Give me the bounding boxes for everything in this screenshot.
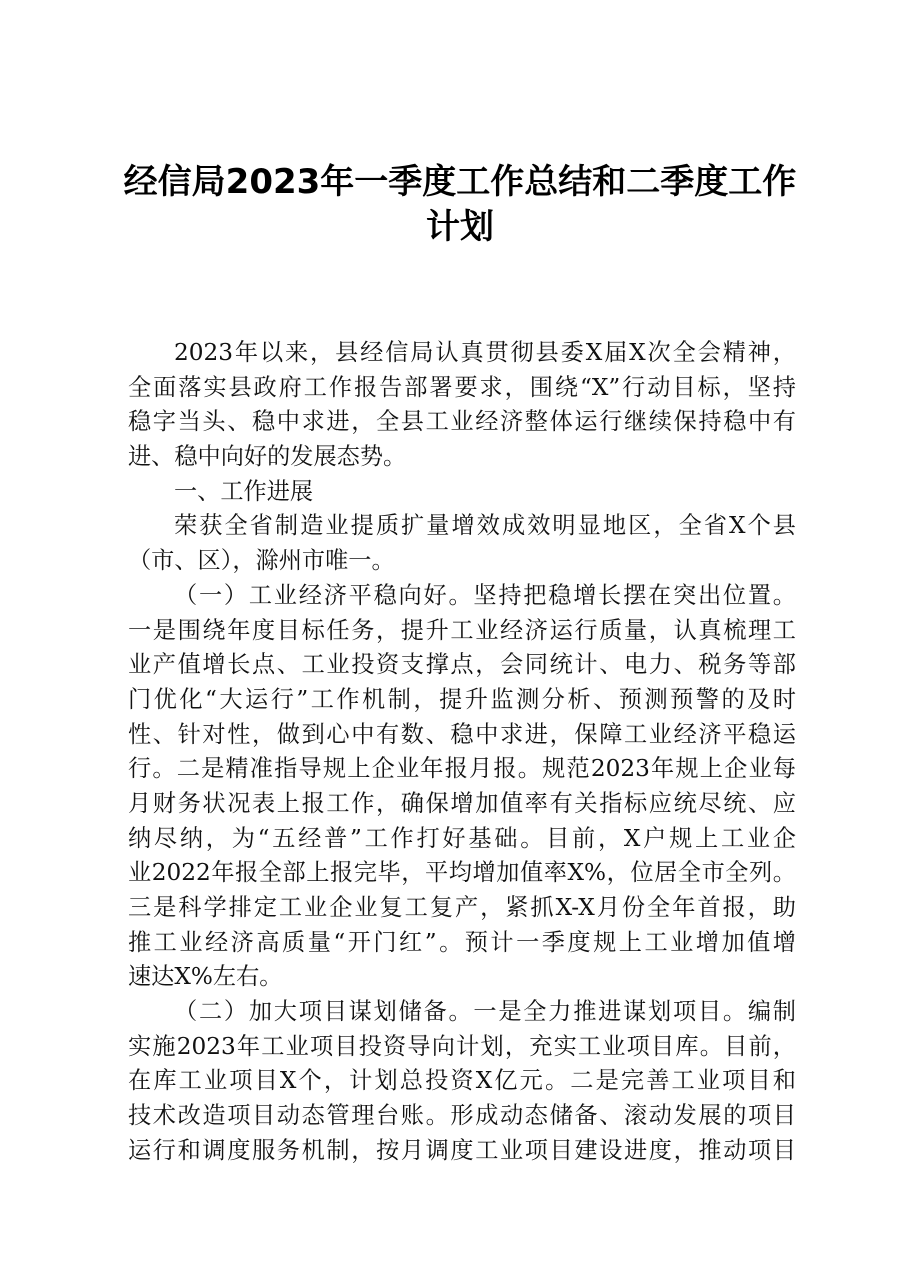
- document-body: [128, 336, 796, 1169]
- body-text-line: 业产值增长点、工业投资支撑点，会同统计、电力、税务等部: [128, 651, 796, 679]
- body-text-line: 2023年以来，县经信局认真贯彻县委X届X次全会精神，: [174, 339, 796, 366]
- body-text-line: 全面落实县政府工作报告部署要求，围绕“X”行动目标，坚持: [128, 373, 796, 401]
- document-title-line-1: 经信局2023年一季度工作总结和二季度工作: [123, 162, 797, 202]
- body-text-line: 进、稳中向好的发展态势。: [128, 443, 407, 471]
- body-text-line: 推工业经济高质量“开门红”。预计一季度规上工业增加值增: [128, 928, 796, 956]
- body-text-line: 门优化“大运行”工作机制，提升监测分析、预测预警的及时: [128, 685, 796, 713]
- body-text-line: 一是围绕年度目标任务，提升工业经济运行质量，认真梳理工: [128, 616, 796, 644]
- body-text-line: 稳字当头、稳中求进，全县工业经济整体运行继续保持稳中有: [128, 408, 796, 436]
- body-text-line: 性、针对性，做到心中有数、稳中求进，保障工业经济平稳运: [128, 720, 796, 748]
- body-text-line: 在库工业项目X个，计划总投资X亿元。二是完善工业项目和: [128, 1067, 796, 1095]
- body-text-line: 月财务状况表上报工作，确保增加值率有关指标应统尽统、应: [128, 789, 796, 817]
- body-text-line: 速达X%左右。: [128, 963, 283, 991]
- document-title-line-2: 计划: [426, 207, 494, 247]
- body-text-line: 技术改造项目动态管理台账。形成动态储备、滚动发展的项目: [128, 1102, 796, 1130]
- body-text-line: （一）工业经济平稳向好。坚持把稳增长摆在突出位置。: [174, 581, 796, 609]
- body-text-line: 三是科学排定工业企业复工复产，紧抓X-X月份全年首报，助: [128, 894, 796, 921]
- body-text-line: 行。二是精准指导规上企业年报月报。规范2023年规上企业每: [128, 755, 796, 783]
- body-text-line: 运行和调度服务机制，按月调度工业项目建设进度，推动项目: [128, 1136, 796, 1164]
- body-text-line: 纳尽纳，为“五经普”工作打好基础。目前，X户规上工业企: [128, 824, 796, 852]
- body-text-line: 实施2023年工业项目投资导向计划，充实工业项目库。目前，: [128, 1032, 796, 1060]
- body-text-line: （二）加大项目谋划储备。一是全力推进谋划项目。编制: [174, 998, 796, 1026]
- body-text-line: 一、工作进展: [174, 477, 314, 505]
- body-text-line: 业2022年报全部上报完毕，平均增加值率X%，位居全市全列。: [128, 859, 796, 887]
- body-text-line: 荣获全省制造业提质扩量增效成效明显地区，全省X个县: [174, 512, 796, 540]
- body-text-line: （市、区），滁州市唯一。: [128, 547, 395, 575]
